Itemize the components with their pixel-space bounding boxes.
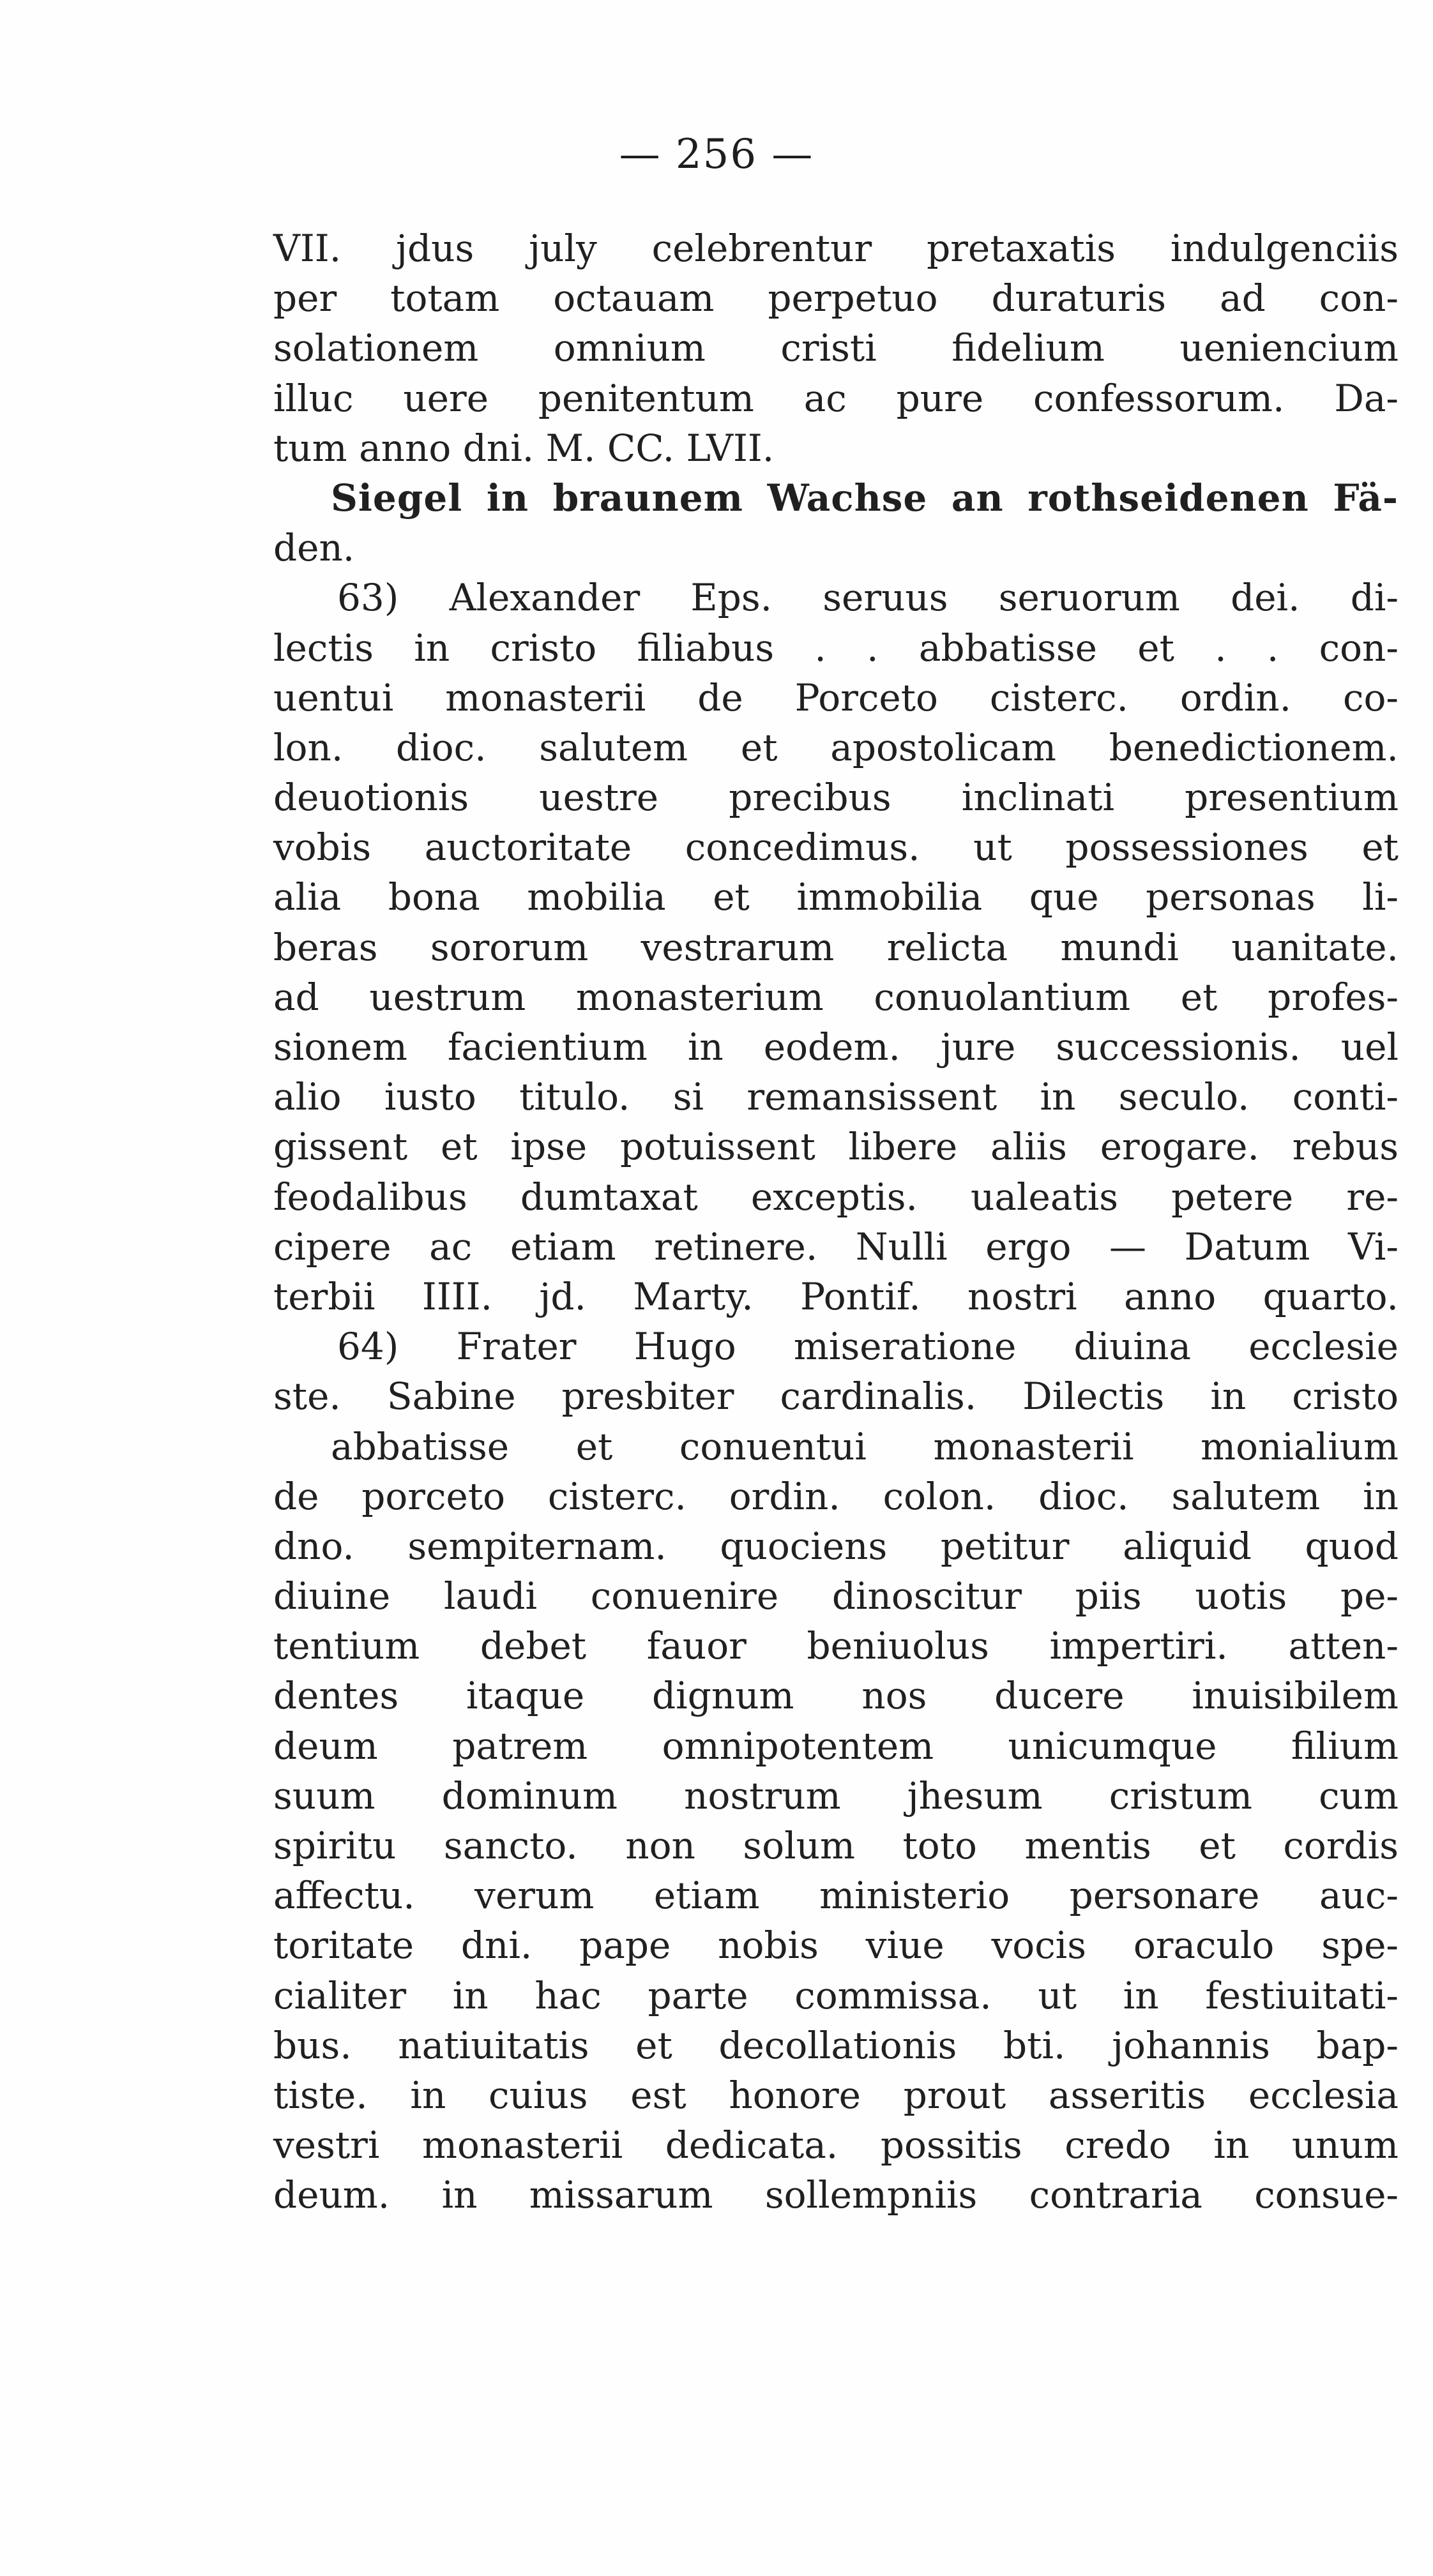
text-line: cialiter in hac parte commissa. ut in festiuitati- [273, 1973, 1399, 2017]
text-line: de porceto cisterc. ordin. colon. dioc. salutem in [273, 1474, 1399, 1518]
text-line: lectis in cristo filiabus . . abbatisse et . . con- [273, 626, 1399, 670]
text-line: terbii IIII. jd. Marty. Pontif. nostri anno quarto. [273, 1274, 1399, 1318]
text-line: 63) Alexander Eps. seruus seruorum dei. di- [337, 576, 1399, 620]
text-line: dentes itaque dignum nos ducere inuisibilem [273, 1674, 1399, 1718]
text-line: dno. sempiternam. quociens petitur aliquid quod [273, 1524, 1399, 1568]
text-line: alia bona mobilia et immobilia que personas li- [273, 875, 1399, 919]
text-line: uentui monasterii de Porceto cisterc. ordin. co- [273, 675, 1399, 719]
text-line: deum patrem omnipotentem unicumque filium [273, 1724, 1399, 1768]
text-line: den. [273, 526, 355, 570]
text-line: tum anno dni. M. CC. LVII. [273, 426, 775, 470]
text-line: deum. in missarum sollempniis contraria consue- [273, 2173, 1399, 2217]
text-line: cipere ac etiam retinere. Nulli ergo — Datum Vi- [273, 1224, 1399, 1269]
text-line: suum dominum nostrum jhesum cristum cum [273, 1774, 1399, 1818]
text-line: ad uestrum monasterium conuolantium et profes- [273, 975, 1399, 1019]
text-line: gissent et ipse potuissent libere aliis erogare. rebus [273, 1125, 1399, 1169]
text-line: alio iusto titulo. si remansissent in seculo. conti- [273, 1075, 1399, 1119]
page-number: — 256 — [619, 131, 814, 178]
text-line: bus. natiuitatis et decollationis bti. johannis bap- [273, 2023, 1399, 2067]
text-line: tentium debet fauor beniuolus impertiri. atten- [273, 1624, 1399, 1668]
text-line: 64) Frater Hugo miseratione diuina ecclesie [337, 1325, 1399, 1369]
text-line: feodalibus dumtaxat exceptis. ualeatis petere re- [273, 1175, 1399, 1219]
text-line: vobis auctoritate concedimus. ut possessiones et [273, 825, 1399, 870]
text-line: toritate dni. pape nobis viue vocis oraculo spe- [273, 1924, 1399, 1968]
text-line: diuine laudi conuenire dinoscitur piis uotis pe- [273, 1574, 1399, 1618]
body-text [273, 223, 1399, 2220]
text-line: spiritu sancto. non solum toto mentis et cordis [273, 1824, 1399, 1867]
text-line: ste. Sabine presbiter cardinalis. Dilectis in cristo [273, 1375, 1399, 1419]
text-line: VII. jdus july celebrentur pretaxatis indulgenciis [273, 227, 1399, 270]
text-line: Siegel in braunem Wachse an rothseidenen Fä- [331, 476, 1399, 520]
text-line: beras sororum vestrarum relicta mundi uanitate. [273, 925, 1399, 969]
text-line: lon. dioc. salutem et apostolicam benedictionem. [273, 725, 1399, 769]
text-line: affectu. verum etiam ministerio personare auc- [273, 1874, 1399, 1918]
text-line: tiste. in cuius est honore prout asseritis ecclesia [273, 2073, 1399, 2117]
text-line: illuc uere penitentum ac pure confessorum. Da- [273, 376, 1399, 420]
text-line: solationem omnium cristi fidelium ueniencium [273, 326, 1399, 370]
text-line: deuotionis uestre precibus inclinati presentium [273, 776, 1399, 820]
text-line: per totam octauam perpetuo duraturis ad con- [273, 276, 1399, 320]
text-line: sionem facientium in eodem. jure successionis. uel [273, 1025, 1399, 1069]
text-line: vestri monasterii dedicata. possitis credo in unum [273, 2123, 1399, 2167]
text-line: abbatisse et conuentui monasterii monialium [331, 1424, 1399, 1468]
